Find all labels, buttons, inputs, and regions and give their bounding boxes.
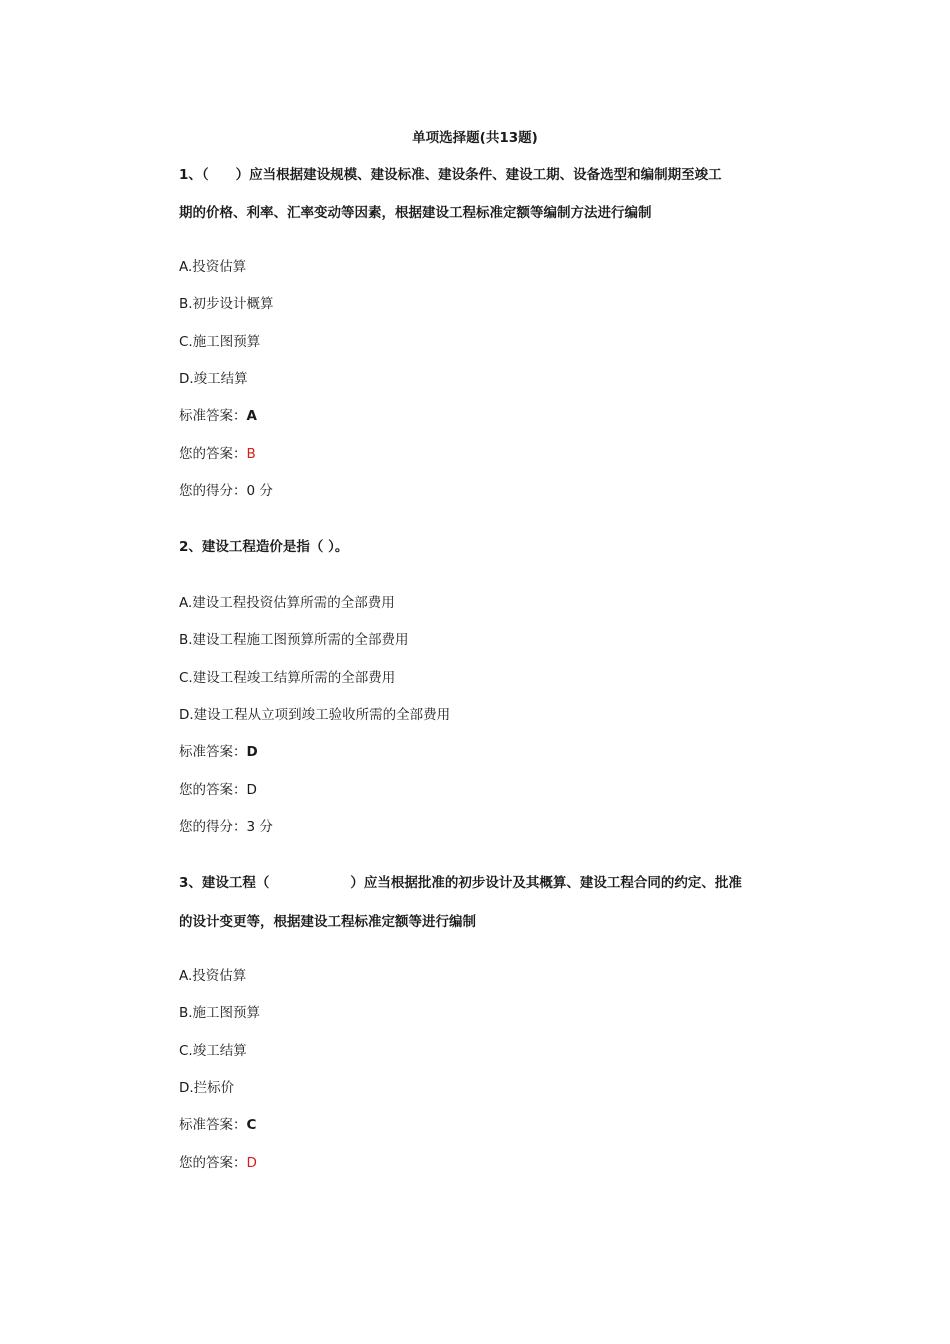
your-answer-label: 您的答案： (179, 782, 247, 798)
standard-answer-value: C (246, 1117, 257, 1133)
question-2-option-d: D.建设工程从立项到竣工验收所需的全部费用 (179, 707, 451, 723)
section-title: 单项选择题(共13题) (412, 130, 538, 146)
question-1-score: 您的得分：0 分 (179, 483, 273, 499)
question-3-option-d: D.拦标价 (179, 1080, 235, 1096)
question-2-score: 您的得分：3 分 (179, 819, 273, 835)
your-answer-label: 您的答案： (179, 1155, 247, 1171)
your-answer-value-wrong: B (246, 446, 256, 462)
question-2-option-a: A.建设工程投资估算所需的全部费用 (179, 595, 395, 611)
question-3-your-answer (179, 1154, 257, 1172)
question-1-option-a: A.投资估算 (179, 259, 247, 275)
question-3-option-c: C.竣工结算 (179, 1043, 247, 1059)
question-1-option-b: B.初步设计概算 (179, 296, 274, 312)
question-2-your-answer (179, 781, 257, 799)
question-2-option-b: B.建设工程施工图预算所需的全部费用 (179, 632, 409, 648)
question-1-stem-line-1: 1、（ ）应当根据建设规模、建设标准、建设条件、建设工期、设备选型和编制期至竣工 (179, 167, 722, 183)
question-3-stem-line-2: 的设计变更等，根据建设工程标准定额等进行编制 (179, 914, 476, 930)
question-3-standard-answer (179, 1116, 256, 1134)
standard-answer-value: A (246, 408, 257, 424)
question-3-option-b: B.施工图预算 (179, 1005, 261, 1021)
your-answer-label: 您的答案： (179, 446, 247, 462)
question-3-stem-line-1: 3、建设工程（ ）应当根据批准的初步设计及其概算、建设工程合同的约定、批准 (179, 875, 742, 891)
question-1-standard-answer (179, 407, 257, 425)
your-answer-value: D (246, 782, 257, 798)
question-2-stem-line-1: 2、建设工程造价是指（ ）。 (179, 539, 349, 555)
question-1-stem-line-2: 期的价格、利率、汇率变动等因素，根据建设工程标准定额等编制方法进行编制 (179, 205, 652, 221)
your-answer-value-wrong: D (246, 1155, 257, 1171)
standard-answer-label: 标准答案： (179, 408, 247, 424)
question-1-option-d: D.竣工结算 (179, 371, 248, 387)
standard-answer-label: 标准答案： (179, 1117, 247, 1133)
standard-answer-value: D (246, 744, 258, 760)
question-1-your-answer (179, 445, 256, 463)
question-2-option-c: C.建设工程竣工结算所需的全部费用 (179, 670, 396, 686)
question-2-standard-answer (179, 743, 258, 761)
question-1-option-c: C.施工图预算 (179, 334, 261, 350)
standard-answer-label: 标准答案： (179, 744, 247, 760)
question-3-option-a: A.投资估算 (179, 968, 247, 984)
